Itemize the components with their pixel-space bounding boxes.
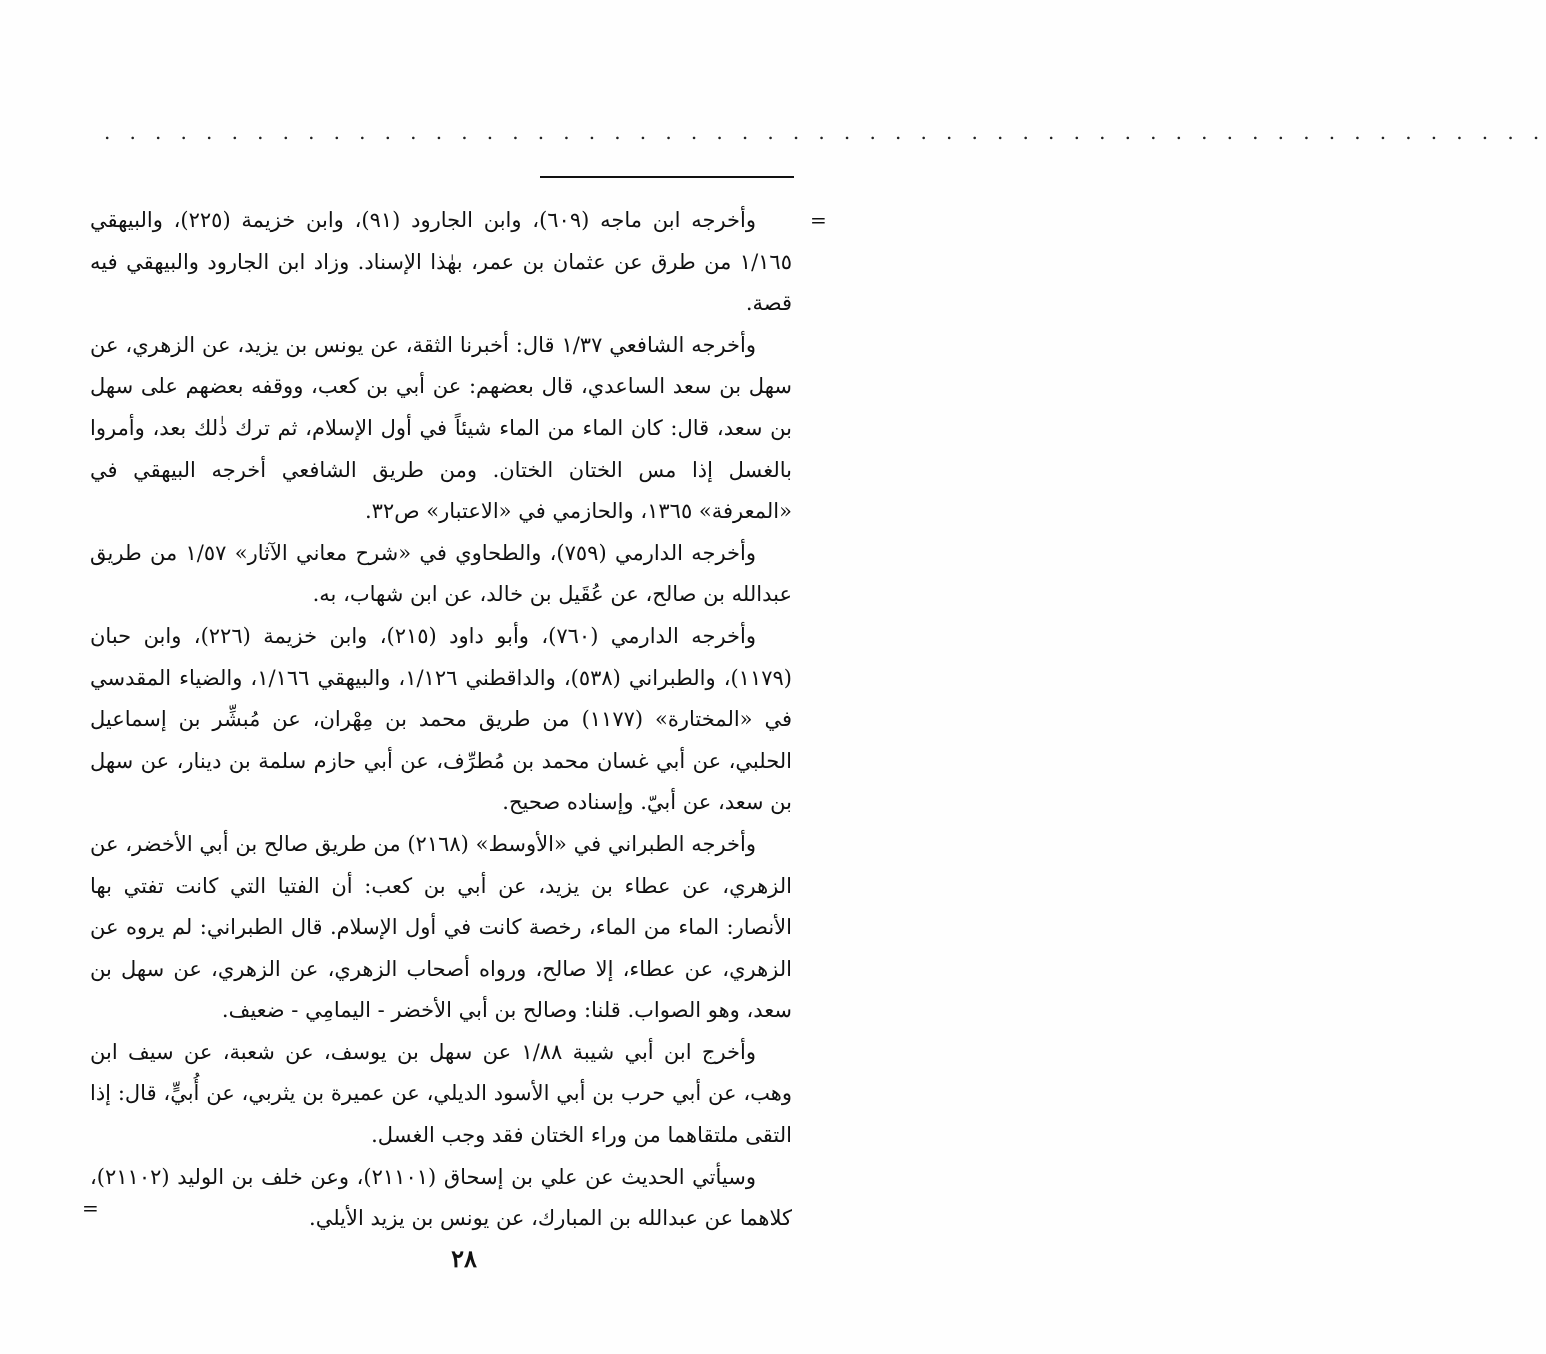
dotted-separator: . . . . . . . . . . . . . . . . . . . . . . . . . . . . . . . . . . . . . . . . . . . . . . . . . . . . . . . . . (104, 120, 1546, 144)
continuation-mark: = (810, 208, 827, 232)
continuation-mark-end: = (82, 1196, 99, 1220)
paragraph: وأخرجه الدارمي (٧٥٩)، والطحاوي في «شرح معاني الآثار» ١/٥٧ من طريق عبدالله بن صالح، عن عُقَيل بن خالد، عن ابن شهاب، به. (90, 540, 792, 607)
paragraph: وأخرجه الدارمي (٧٦٠)، وأبو داود (٢١٥)، وابن خزيمة (٢٢٦)، وابن حبان (١١٧٩)، والطبراني (٥٣٨)، والداقطني ١/١٢٦، والبيهقي ١/١٦٦، والضياء المقدسي في «المختارة» (١١٧٧) من طريق محمد بن مِهْران، عن مُبشِّر بن إسماعيل الحلبي، عن أبي غسان محمد بن مُطرِّف، عن أبي حازم سلمة بن دينار، عن سهل بن سعد، عن أبيّ. وإسناده صحيح. (90, 623, 792, 815)
paragraph: وأخرجه الطبراني في «الأوسط» (٢١٦٨) من طريق صالح بن أبي الأخضر، عن الزهري، عن عطاء بن يزيد، عن أبي بن كعب: أن الفتيا التي كانت تفتي بها الأنصار: الماء من الماء، رخصة كانت في أول الإسلام. قال الطبراني: لم يروه عن الزهري، عن عطاء، إلا صالح، ورواه أصحاب الزهري، عن الزهري، عن سهل بن سعد، وهو الصواب. قلنا: وصالح بن أبي الأخضر - اليمامِي - ضعيف. (90, 831, 792, 1023)
page-number: ٢٨ (451, 1244, 477, 1273)
paragraph: وأخرجه الشافعي ١/٣٧ قال: أخبرنا الثقة، عن يونس بن يزيد، عن الزهري، عن سهل بن سعد الساعدي، قال بعضهم: عن أبي بن كعب، ووقفه بعضهم على سهل بن سعد، قال: كان الماء من الماء شيئاً في أول الإسلام، ثم ترك ذٰلك بعد، وأمروا بالغسل إذا مس الختان الختان. ومن طريق الشافعي أخرجه البيهقي في «المعرفة» ١٣٦٥، والحازمي في «الاعتبار» ص٣٢. (90, 332, 792, 524)
paragraph: وأخرجه ابن ماجه (٦٠٩)، وابن الجارود (٩١)، وابن خزيمة (٢٢٥)، والبيهقي ١/١٦٥ من طرق عن عثمان بن عمر، بهٰذا الإسناد. وزاد ابن الجارود والبيهقي فيه قصة. (90, 208, 792, 316)
footnote-rule (540, 176, 794, 178)
paragraph: وأخرج ابن أبي شيبة ١/٨٨ عن سهل بن يوسف، عن شعبة، عن سيف ابن وهب، عن أبي حرب بن أبي الأسود الديلي، عن عميرة بن يثربي، عن أُبيٍّ، قال: إذا التقى ملتقاهما من وراء الختان فقد وجب الغسل. (90, 1039, 792, 1148)
paragraph: وسيأتي الحديث عن علي بن إسحاق (٢١١٠١)، وعن خلف بن الوليد (٢١١٠٢)، كلاهما عن عبدالله بن المبارك، عن يونس بن يزيد الأيلي. (90, 1164, 792, 1231)
footnote-text (90, 200, 792, 1240)
